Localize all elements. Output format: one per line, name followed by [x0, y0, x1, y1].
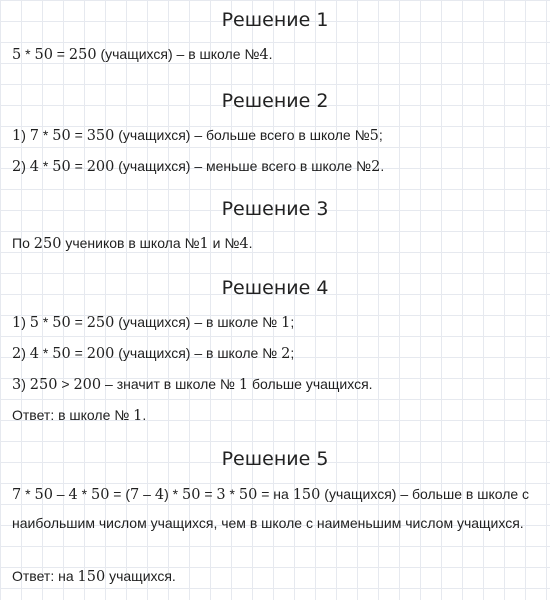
solution-3-line-1: По 250 учеников в школа №1 и №4.: [12, 235, 253, 252]
solution-5-paragraph: 7 * 50 – 4 * 50 = (7 – 4) * 50 = 3 * 50 = на 150 (учащихся) – больше в школе с наибольшим числом учащихся, чем в школе с наименьшим числом учащихся.: [12, 486, 530, 531]
solution-5-title: Решение 5: [221, 448, 329, 470]
solution-4-line-3: 3) 250 > 200 – значит в школе № 1 больше учащихся.: [12, 376, 373, 393]
solution-3-title: Решение 3: [221, 198, 329, 220]
solution-1-title: Решение 1: [221, 9, 329, 31]
solution-1-line-1: 5 * 50 = 250 (учащихся) – в школе №4.: [12, 46, 273, 63]
solution-4-line-1: 1) 5 * 50 = 250 (учащихся) – в школе № 1;: [12, 314, 295, 331]
solution-4-answer: Ответ: в школе № 1.: [12, 407, 147, 424]
solution-2-title: Решение 2: [221, 90, 329, 112]
solution-5-answer: Ответ: на 150 учащихся.: [12, 568, 176, 585]
solution-4-title: Решение 4: [221, 277, 329, 299]
solution-2-line-2: 2) 4 * 50 = 200 (учащихся) – меньше всего в школе №2.: [12, 158, 385, 175]
solution-2-line-1: 1) 7 * 50 = 350 (учащихся) – больше всего в школе №5;: [12, 127, 383, 144]
solution-4-line-2: 2) 4 * 50 = 200 (учащихся) – в школе № 2;: [12, 345, 295, 362]
